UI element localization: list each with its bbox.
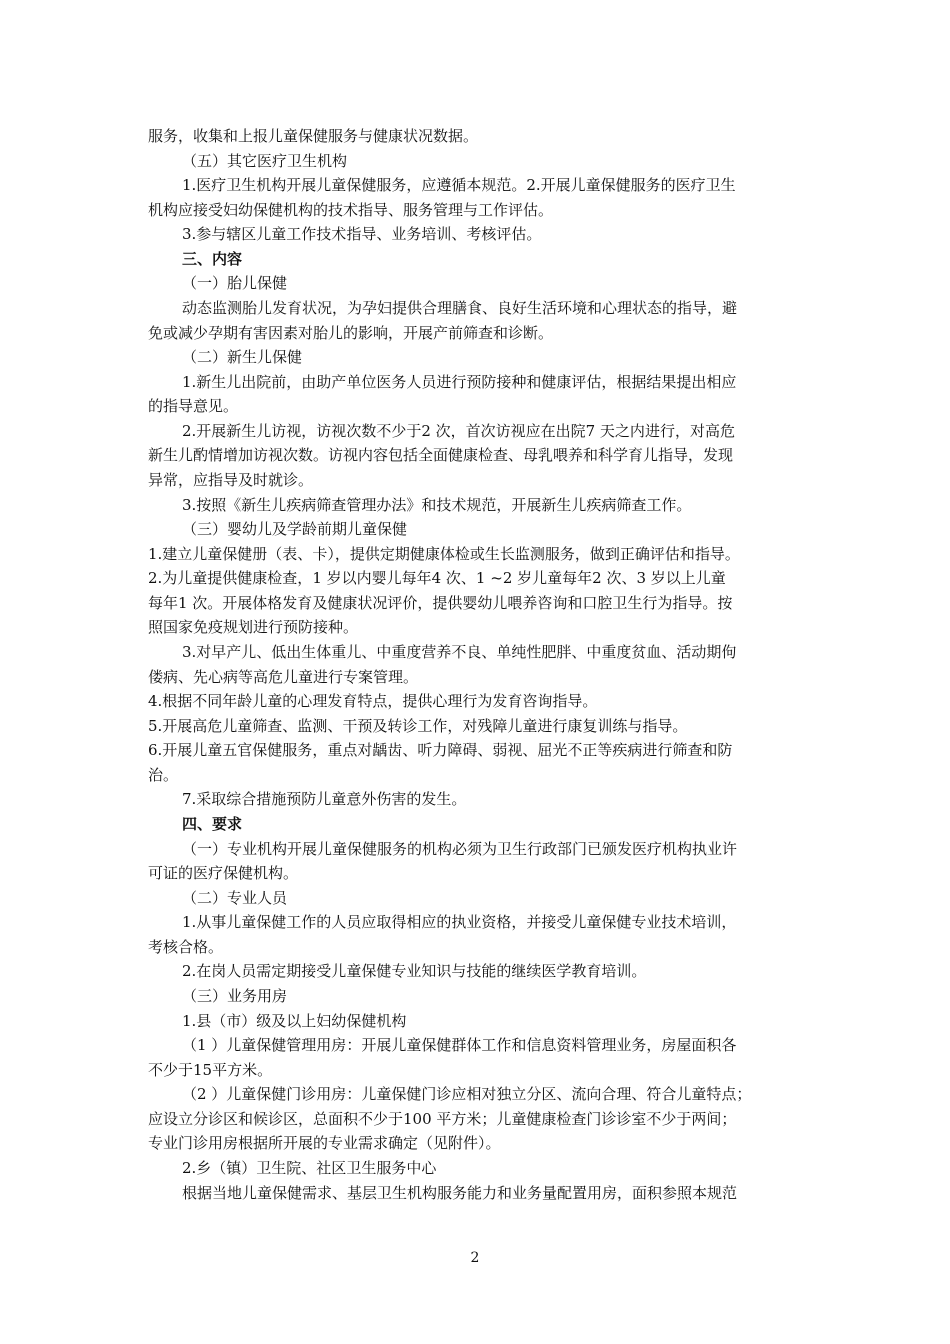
text-line: 不少于15平方米。 <box>148 1060 273 1079</box>
text-line: 新生儿酌情增加访视次数。访视内容包括全面健康检查、母乳喂养和科学育儿指导，发现 <box>148 446 734 465</box>
text-line: 应设立分诊区和候诊区，总面积不少于100 平方米；儿童健康检查门诊诊室不少于两间； <box>148 1109 737 1128</box>
text-line: （三）婴幼儿及学龄前期儿童保健 <box>182 520 408 539</box>
text-line: 动态监测胎儿发育状况，为孕妇提供合理膳食、良好生活环境和心理状态的指导，避 <box>182 299 738 317</box>
text-line: 1.新生儿出院前，由助产单位医务人员进行预防接种和健康评估，根据结果提出相应 <box>182 372 737 391</box>
text-line: 2.为儿童提供健康检查，1 岁以内婴儿每年4 次、1 ~2 岁儿童每年2 次、3 岁以上儿童 <box>148 569 726 588</box>
text-line: 偻病、先心病等高危儿童进行专案管理。 <box>148 667 419 686</box>
text-line: 1.医疗卫生机构开展儿童保健服务，应遵循本规范。2.开展儿童保健服务的医疗卫生 <box>182 176 736 195</box>
text-line: 免或减少孕期有害因素对胎儿的影响，开展产前筛查和诊断。 <box>148 323 554 342</box>
text-line: 6.开展儿童五官保健服务，重点对龋齿、听力障碍、弱视、屈光不正等疾病进行筛查和防 <box>148 741 733 760</box>
text-line: 5.开展高危儿童筛查、监测、干预及转诊工作，对残障儿童进行康复训练与指导。 <box>148 716 688 735</box>
text-line: 1.建立儿童保健册（表、卡），提供定期健康体检或生长监测服务，做到正确评估和指导。 <box>148 544 740 563</box>
text-line: 的指导意见。 <box>148 397 239 416</box>
text-line: 专业门诊用房根据所开展的专业需求确定（见附件）。 <box>148 1134 501 1153</box>
text-line: 可证的医疗保健机构。 <box>148 864 299 883</box>
text-line: 1.县（市）级及以上妇幼保健机构 <box>182 1011 407 1030</box>
section-heading: 三、内容 <box>182 249 243 268</box>
text-line: 每年1 次。开展体格发育及健康状况评价，提供婴幼儿喂养咨询和口腔卫生行为指导。按 <box>148 593 733 612</box>
text-line: 服务，收集和上报儿童保健服务与健康状况数据。 <box>148 127 479 145</box>
text-line: （五）其它医疗卫生机构 <box>182 151 348 170</box>
section-heading: 四、要求 <box>182 815 243 833</box>
text-line: （三）业务用房 <box>182 987 288 1005</box>
text-line: 3.对早产儿、低出生体重儿、中重度营养不良、单纯性肥胖、中重度贫血、活动期佝 <box>182 643 737 661</box>
page-number: 2 <box>470 1250 480 1266</box>
text-line: 照国家免疫规划进行预防接种。 <box>148 618 359 637</box>
text-line: 机构应接受妇幼保健机构的技术指导、服务管理与工作评估。 <box>148 200 554 219</box>
text-line: 根据当地儿童保健需求、基层卫生机构服务能力和业务量配置用房，面积参照本规范 <box>182 1183 738 1202</box>
text-line: （二）新生儿保健 <box>182 348 303 367</box>
text-line: （1 ）儿童保健管理用房：开展儿童保健群体工作和信息资料管理业务，房屋面积各 <box>182 1036 737 1055</box>
text-line: （一）胎儿保健 <box>182 274 288 293</box>
text-line: 3.按照《新生儿疾病筛查管理办法》和技术规范，开展新生儿疾病筛查工作。 <box>182 495 692 514</box>
text-line: 考核合格。 <box>148 937 224 956</box>
text-line: 3.参与辖区儿童工作技术指导、业务培训、考核评估。 <box>182 225 542 244</box>
text-line: 治。 <box>148 765 179 784</box>
text-line: 异常，应指导及时就诊。 <box>148 471 314 489</box>
text-line: （一）专业机构开展儿童保健服务的机构必须为卫生行政部门已颁发医疗机构执业许 <box>182 839 738 858</box>
text-line: 7.采取综合措施预防儿童意外伤害的发生。 <box>182 790 467 809</box>
text-line: 4.根据不同年龄儿童的心理发育特点，提供心理行为发育咨询指导。 <box>148 692 598 711</box>
text-line: 1.从事儿童保健工作的人员应取得相应的执业资格，并接受儿童保健专业技术培训， <box>182 913 737 932</box>
text-line: （二）专业人员 <box>182 888 288 907</box>
text-line: 2.乡（镇）卫生院、社区卫生服务中心 <box>182 1158 437 1177</box>
text-line: （2 ）儿童保健门诊用房：儿童保健门诊应相对独立分区、流向合理、符合儿童特点； <box>182 1085 752 1104</box>
text-line: 2.在岗人员需定期接受儿童保健专业知识与技能的继续医学教育培训。 <box>182 962 647 981</box>
text-line: 2.开展新生儿访视，访视次数不少于2 次，首次访视应在出院7 天之内进行，对高危 <box>182 421 735 440</box>
